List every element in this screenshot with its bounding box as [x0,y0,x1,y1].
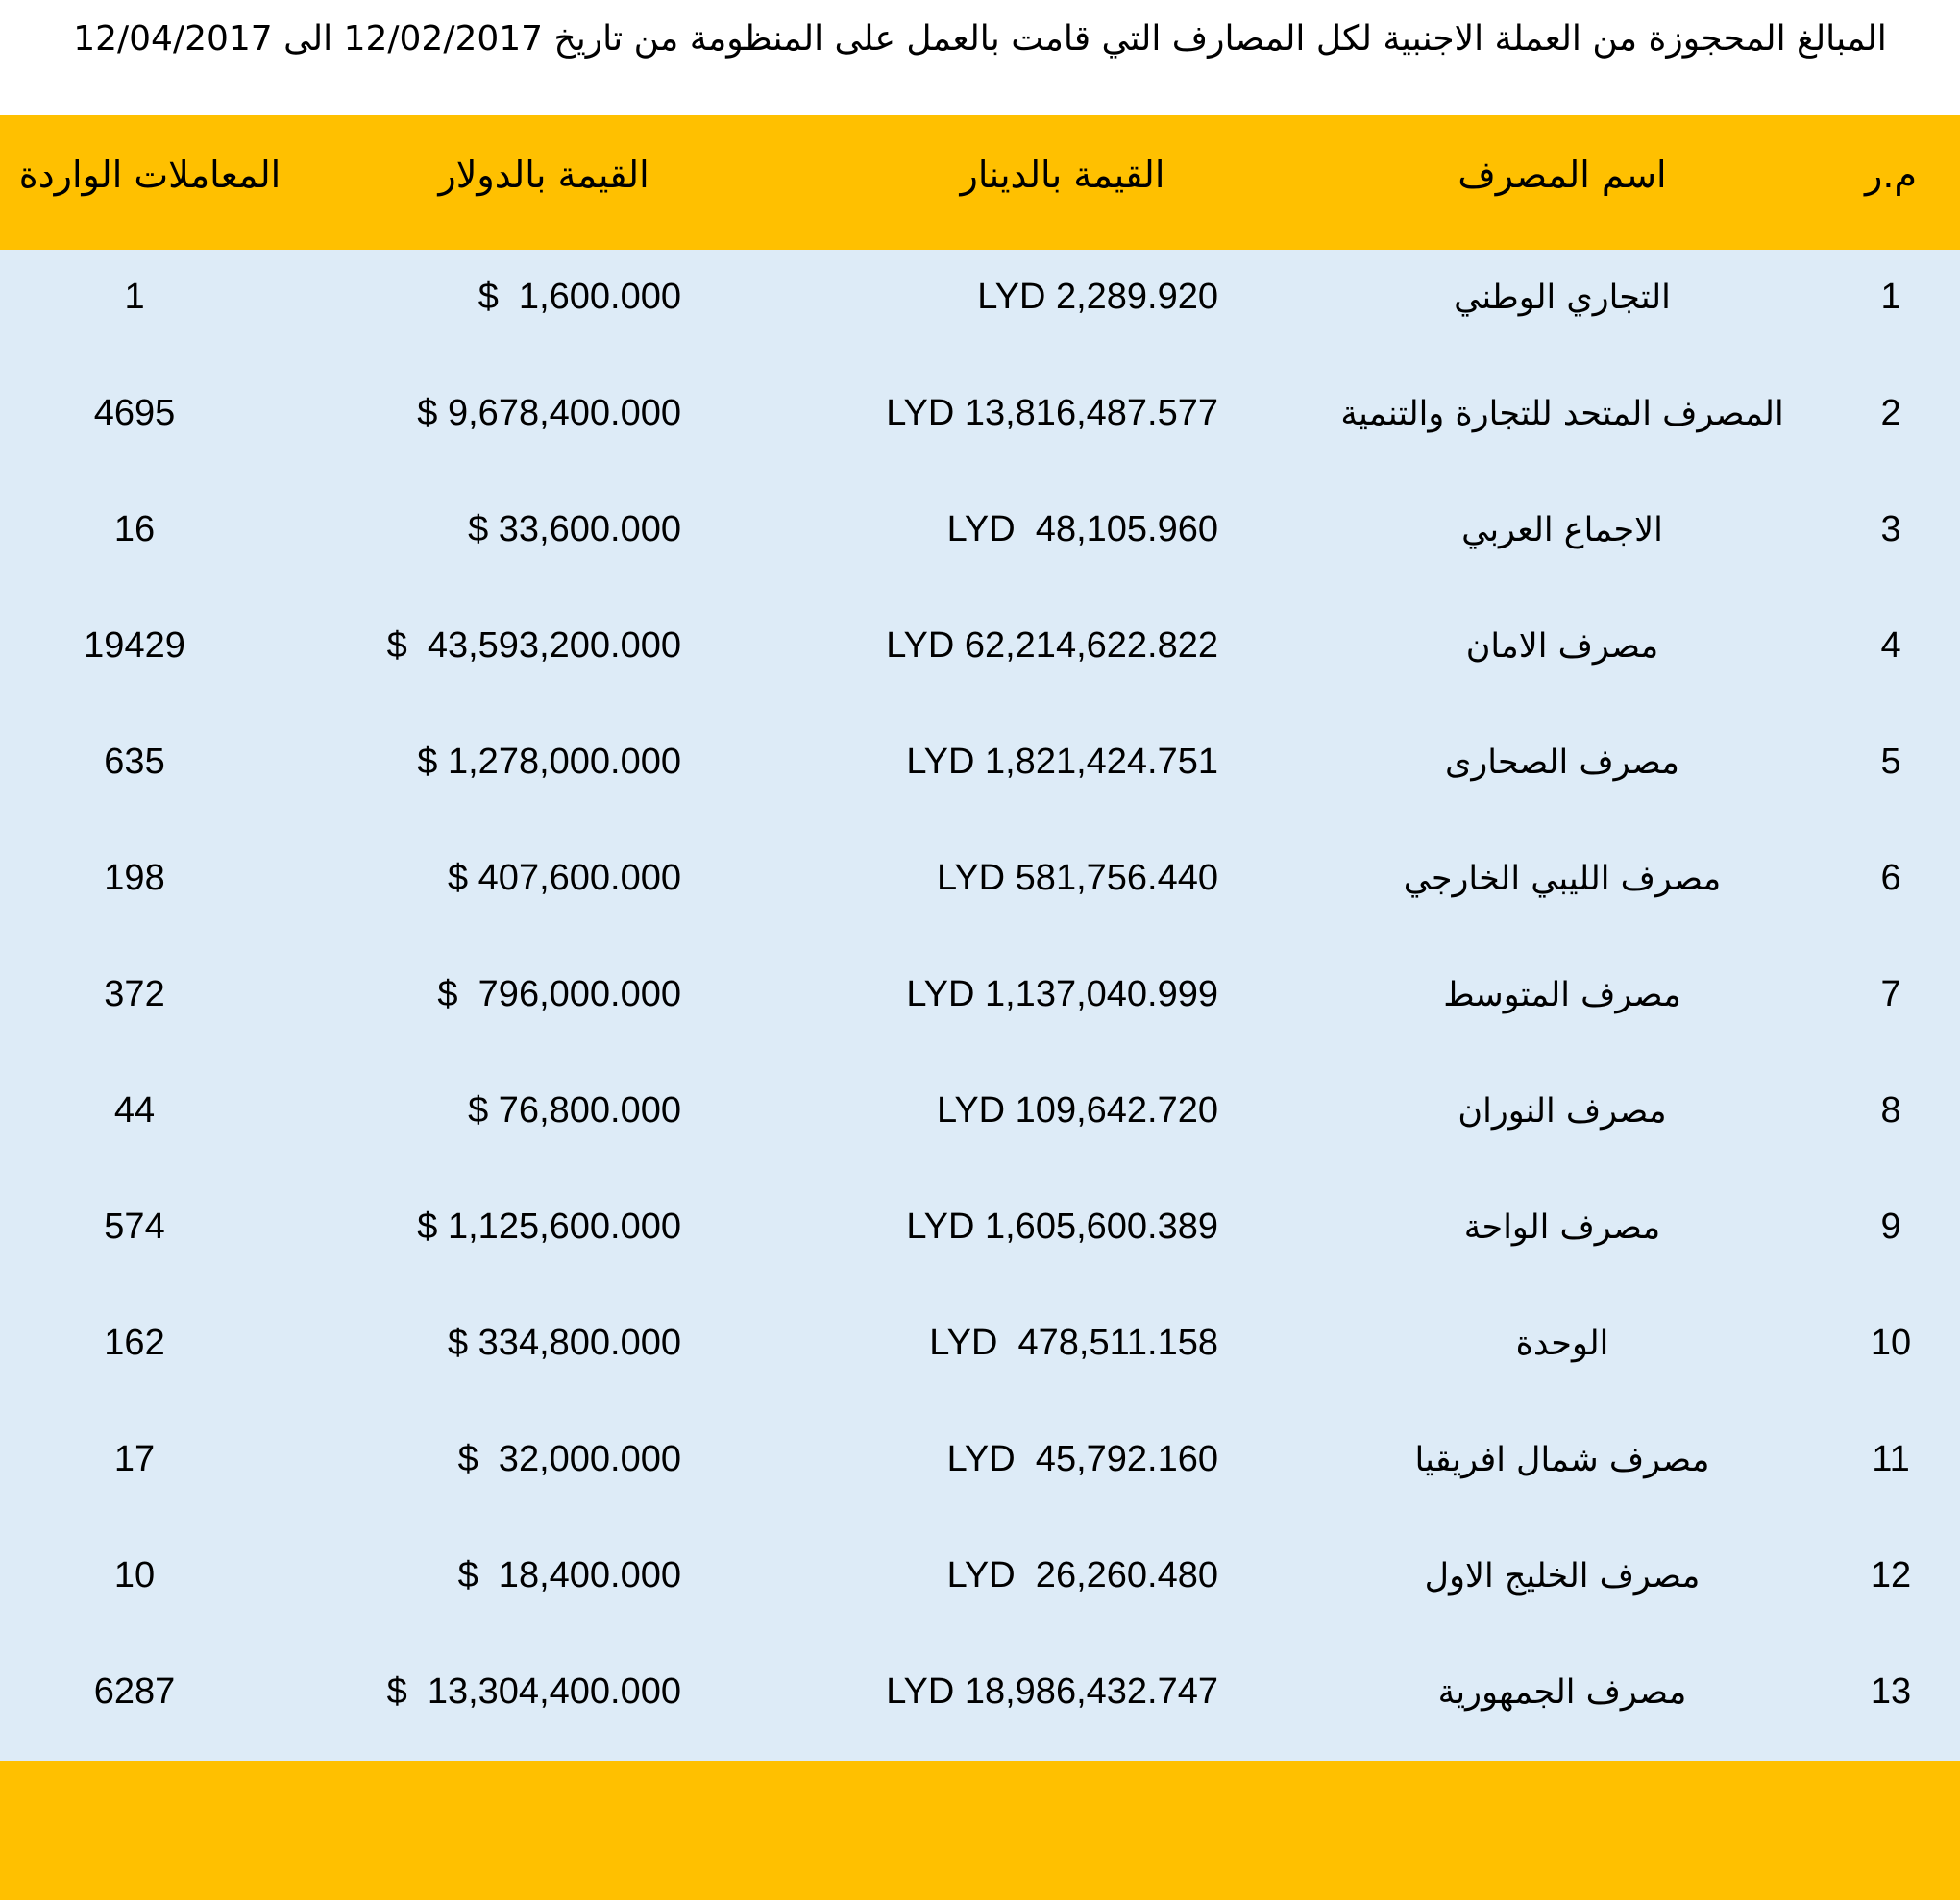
dinar-value: LYD 109,642.720 [937,1090,1218,1131]
table-row [0,947,1960,1063]
dollar-value: $ 76,800.000 [468,1090,681,1131]
row-number: 9 [1880,1206,1901,1247]
dollar-value: $ 1,600.000 [478,277,681,317]
incoming-transactions: 372 [104,974,165,1014]
table-row [0,1528,1960,1644]
table-footer-band [0,1761,1960,1900]
table-row [0,715,1960,831]
bank-name: مصرف الواحة [1463,1207,1661,1247]
bank-name: الاجماع العربي [1461,510,1663,549]
dinar-value: LYD 45,792.160 [946,1439,1218,1479]
bank-name: مصرف المتوسط [1443,975,1681,1014]
row-number: 7 [1880,974,1901,1014]
bank-name: مصرف الامان [1465,626,1659,666]
page-title: المبالغ المحجوزة من العملة الاجنبية لكل المصارف التي قامت بالعمل على المنظومة من تاريخ 12/02/2017 الى 12/04/2017 [73,18,1887,59]
dinar-value: LYD 13,816,487.577 [886,393,1218,433]
bank-name: الوحدة [1515,1324,1609,1363]
row-number: 11 [1872,1439,1910,1479]
incoming-transactions: 4695 [93,393,176,433]
dollar-value: $ 1,278,000.000 [417,742,681,782]
table-row [0,1180,1960,1296]
dollar-value: $ 334,800.000 [447,1323,681,1363]
column-header-bank: اسم المصرف [1458,154,1667,196]
row-number: 4 [1880,625,1901,666]
dollar-value: $ 407,600.000 [447,858,681,898]
bank-name: مصرف الجمهورية [1437,1672,1687,1712]
incoming-transactions: 162 [104,1323,165,1363]
bank-amounts-table [0,115,1960,1761]
incoming-transactions: 16 [113,509,156,549]
row-number: 1 [1880,277,1901,317]
dinar-value: LYD 62,214,622.822 [886,625,1218,666]
bank-name: مصرف الخليج الاول [1424,1556,1701,1596]
table-row [0,831,1960,947]
dinar-value: LYD 2,289.920 [977,277,1218,317]
row-number: 2 [1880,393,1901,433]
column-header-transactions: المعاملات الواردة [18,154,282,196]
incoming-transactions: 574 [104,1206,165,1247]
table-row [0,598,1960,715]
dollar-value: $ 13,304,400.000 [386,1671,681,1712]
row-number: 10 [1870,1323,1912,1363]
table-row [0,1063,1960,1180]
row-number: 13 [1870,1671,1912,1712]
column-header-dinar: القيمة بالدينار [960,154,1165,196]
dollar-value: $ 1,125,600.000 [417,1206,681,1247]
dinar-value: LYD 478,511.158 [929,1323,1218,1363]
dollar-value: $ 796,000.000 [437,974,681,1014]
dinar-value: LYD 1,605,600.389 [906,1206,1218,1247]
table-row [0,250,1960,366]
row-number: 3 [1880,509,1901,549]
column-header-dollar: القيمة بالدولار [438,154,649,196]
dinar-value: LYD 1,137,040.999 [906,974,1218,1014]
bank-name: مصرف الصحارى [1444,743,1680,782]
table-row [0,1412,1960,1528]
incoming-transactions: 198 [104,858,165,898]
incoming-transactions: 1 [124,277,145,317]
column-header-number: ر.م [1865,154,1917,196]
table-row [0,1296,1960,1412]
incoming-transactions: 6287 [93,1671,176,1712]
incoming-transactions: 10 [113,1555,156,1596]
table-body [0,250,1960,1761]
row-number: 8 [1880,1090,1901,1131]
table-row [0,1644,1960,1761]
dinar-value: LYD 48,105.960 [946,509,1218,549]
table-header [0,115,1960,250]
incoming-transactions: 17 [113,1439,156,1479]
bank-name: التجاري الوطني [1454,278,1671,317]
dollar-value: $ 32,000.000 [457,1439,681,1479]
incoming-transactions: 635 [104,742,165,782]
dinar-value: LYD 18,986,432.747 [886,1671,1218,1712]
bank-name: المصرف المتحد للتجارة والتنمية [1340,394,1784,433]
row-number: 12 [1870,1555,1912,1596]
dollar-value: $ 9,678,400.000 [417,393,681,433]
incoming-transactions: 19429 [84,625,185,666]
incoming-transactions: 44 [113,1090,156,1131]
dinar-value: LYD 1,821,424.751 [906,742,1218,782]
bank-name: مصرف النوران [1458,1091,1667,1131]
bank-name: مصرف شمال افريقيا [1414,1440,1710,1479]
row-number: 6 [1880,858,1901,898]
table-row [0,366,1960,482]
dinar-value: LYD 26,260.480 [946,1555,1218,1596]
bank-name: مصرف الليبي الخارجي [1403,859,1722,898]
page-title-bar [0,0,1960,77]
dollar-value: $ 33,600.000 [468,509,681,549]
dinar-value: LYD 581,756.440 [937,858,1218,898]
dollar-value: $ 43,593,200.000 [386,625,681,666]
dollar-value: $ 18,400.000 [457,1555,681,1596]
row-number: 5 [1880,742,1901,782]
table-row [0,482,1960,598]
